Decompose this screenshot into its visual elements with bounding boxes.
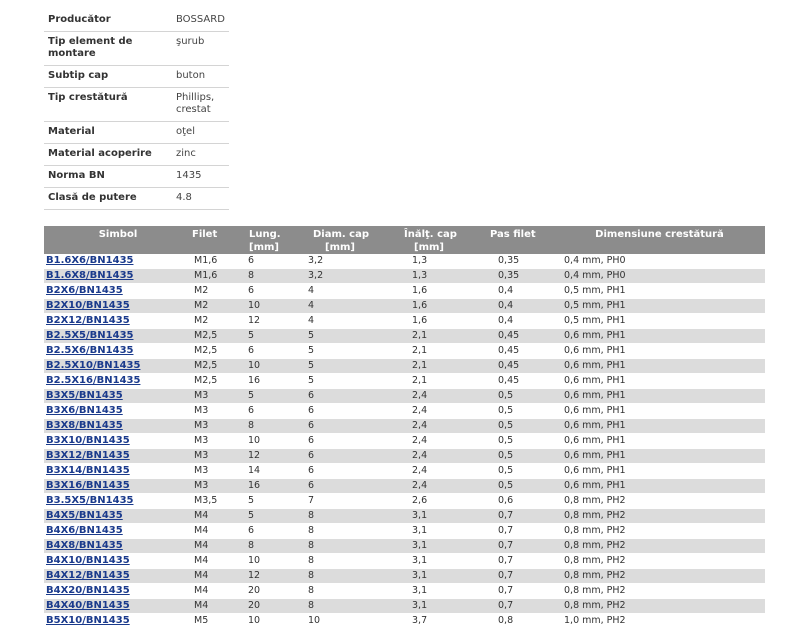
simbol-cell [44,344,192,359]
dim-cell: 0,5 mm, PH1 [554,299,765,314]
product-link[interactable]: B2X10/BN1435 [46,300,130,311]
filet-cell: M2 [192,299,246,314]
table-row [44,389,765,404]
inalt-cell: 2,6 [384,494,472,509]
product-link[interactable]: B3.5X5/BN1435 [46,495,134,506]
inalt-cell: 2,4 [384,404,472,419]
dim-cell: 0,6 mm, PH1 [554,434,765,449]
filet-cell: M2,5 [192,344,246,359]
filet-cell: M2,5 [192,374,246,389]
header-simbol-label: Simbol [98,229,138,240]
table-row [44,269,765,284]
simbol-cell [44,539,192,554]
pas-cell: 0,5 [472,419,554,434]
property-label: Subtip cap [44,66,172,88]
lung-cell: 12 [246,569,288,584]
simbol-cell [44,479,192,494]
filet-cell: M4 [192,524,246,539]
property-row [44,32,229,66]
inalt-cell: 3,1 [384,584,472,599]
diam-cell: 8 [288,509,384,524]
property-row [44,122,229,144]
lung-cell: 8 [246,419,288,434]
simbol-cell [44,419,192,434]
pas-cell: 0,6 [472,494,554,509]
lung-cell: 6 [246,524,288,539]
product-link[interactable]: B2.5X5/BN1435 [46,330,134,341]
simbol-cell [44,464,192,479]
filet-cell: M4 [192,509,246,524]
simbol-cell [44,389,192,404]
diam-cell: 8 [288,599,384,614]
properties-table [44,10,229,210]
table-row [44,434,765,449]
property-value: 1435 [172,166,229,188]
diam-cell: 6 [288,419,384,434]
inalt-cell: 3,7 [384,614,472,629]
header-pas-label: Pas filet [490,229,536,240]
table-row [44,374,765,389]
product-link[interactable]: B3X16/BN1435 [46,480,130,491]
filet-cell: M3 [192,434,246,449]
table-row [44,479,765,494]
dim-cell: 1,0 mm, PH2 [554,614,765,629]
filet-cell: M3 [192,419,246,434]
filet-cell: M4 [192,599,246,614]
product-link[interactable]: B4X5/BN1435 [46,510,123,521]
product-link[interactable]: B4X20/BN1435 [46,585,130,596]
dim-cell: 0,6 mm, PH1 [554,449,765,464]
pas-cell: 0,4 [472,299,554,314]
inalt-cell: 2,1 [384,344,472,359]
simbol-cell [44,434,192,449]
header-lung [246,226,288,254]
header-inalt-unit: [mm] [414,242,444,253]
inalt-cell: 3,1 [384,569,472,584]
inalt-cell: 3,1 [384,539,472,554]
header-inalt [384,226,472,254]
dim-cell: 0,6 mm, PH1 [554,419,765,434]
lung-cell: 5 [246,509,288,524]
lung-cell: 16 [246,479,288,494]
property-row [44,188,229,210]
dim-cell: 0,8 mm, PH2 [554,509,765,524]
diam-cell: 8 [288,524,384,539]
filet-cell: M3 [192,464,246,479]
dim-cell: 0,8 mm, PH2 [554,569,765,584]
lung-cell: 12 [246,314,288,329]
inalt-cell: 3,1 [384,509,472,524]
inalt-cell: 2,4 [384,419,472,434]
simbol-cell [44,359,192,374]
table-row [44,254,765,269]
product-link[interactable]: B3X12/BN1435 [46,450,130,461]
pas-cell: 0,7 [472,524,554,539]
filet-cell: M2 [192,284,246,299]
pas-cell: 0,35 [472,269,554,284]
diam-cell: 6 [288,434,384,449]
header-lung-unit: [mm] [249,242,279,253]
property-row [44,88,229,122]
pas-cell: 0,7 [472,539,554,554]
simbol-cell [44,524,192,539]
simbol-cell [44,614,192,629]
simbol-cell [44,374,192,389]
pas-cell: 0,45 [472,359,554,374]
simbol-cell [44,299,192,314]
simbol-cell [44,254,192,269]
property-label: Producător [44,10,172,32]
diam-cell: 4 [288,314,384,329]
table-row [44,284,765,299]
filet-cell: M4 [192,584,246,599]
inalt-cell: 2,4 [384,449,472,464]
inalt-cell: 2,4 [384,479,472,494]
diam-cell: 5 [288,359,384,374]
table-header-row [44,226,765,254]
product-link[interactable]: B3X5/BN1435 [46,390,123,401]
simbol-cell [44,404,192,419]
diam-cell: 4 [288,299,384,314]
table-row [44,464,765,479]
property-label: Material acoperire [44,144,172,166]
table-row [44,569,765,584]
products-body [44,254,765,629]
simbol-cell [44,494,192,509]
product-link[interactable]: B2.5X6/BN1435 [46,345,134,356]
product-link[interactable]: B4X6/BN1435 [46,525,123,536]
diam-cell: 6 [288,464,384,479]
pas-cell: 0,35 [472,254,554,269]
pas-cell: 0,45 [472,374,554,389]
pas-cell: 0,7 [472,554,554,569]
properties-body [44,10,229,210]
inalt-cell: 1,3 [384,269,472,284]
property-row [44,166,229,188]
table-row [44,449,765,464]
table-row [44,329,765,344]
lung-cell: 8 [246,539,288,554]
header-dim [554,226,765,254]
lung-cell: 12 [246,449,288,464]
property-value: 4.8 [172,188,229,210]
product-link[interactable]: B2.5X16/BN1435 [46,375,141,386]
filet-cell: M1,6 [192,254,246,269]
diam-cell: 6 [288,449,384,464]
dim-cell: 0,6 mm, PH1 [554,359,765,374]
pas-cell: 0,5 [472,464,554,479]
product-link[interactable]: B4X40/BN1435 [46,600,130,611]
header-inalt-label: Înălţ. cap [404,229,457,240]
filet-cell: M2 [192,314,246,329]
product-link[interactable]: B5X10/BN1435 [46,615,130,626]
lung-cell: 6 [246,404,288,419]
diam-cell: 5 [288,329,384,344]
dim-cell: 0,6 mm, PH1 [554,344,765,359]
diam-cell: 6 [288,389,384,404]
product-link[interactable]: B3X10/BN1435 [46,435,130,446]
table-row [44,344,765,359]
property-row [44,144,229,166]
pas-cell: 0,7 [472,584,554,599]
dim-cell: 0,8 mm, PH2 [554,539,765,554]
table-row [44,419,765,434]
simbol-cell [44,449,192,464]
filet-cell: M4 [192,539,246,554]
inalt-cell: 3,1 [384,524,472,539]
filet-cell: M4 [192,554,246,569]
filet-cell: M3 [192,389,246,404]
property-value: Phillips, crestat [172,88,229,122]
property-label: Tip element de montare [44,32,172,66]
dim-cell: 0,6 mm, PH1 [554,404,765,419]
simbol-cell [44,284,192,299]
lung-cell: 8 [246,269,288,284]
pas-cell: 0,7 [472,569,554,584]
inalt-cell: 2,4 [384,464,472,479]
inalt-cell: 2,4 [384,434,472,449]
pas-cell: 0,4 [472,314,554,329]
table-row [44,299,765,314]
simbol-cell [44,329,192,344]
products-table [44,226,765,629]
filet-cell: M1,6 [192,269,246,284]
dim-cell: 0,6 mm, PH1 [554,464,765,479]
header-filet [192,226,246,254]
lung-cell: 10 [246,434,288,449]
product-link[interactable]: B1.6X8/BN1435 [46,270,134,281]
dim-cell: 0,4 mm, PH0 [554,254,765,269]
lung-cell: 20 [246,584,288,599]
diam-cell: 6 [288,404,384,419]
product-link[interactable]: B3X6/BN1435 [46,405,123,416]
table-row [44,539,765,554]
pas-cell: 0,5 [472,389,554,404]
lung-cell: 5 [246,329,288,344]
simbol-cell [44,584,192,599]
dim-cell: 0,8 mm, PH2 [554,584,765,599]
dim-cell: 0,6 mm, PH1 [554,389,765,404]
simbol-cell [44,269,192,284]
product-link[interactable]: B4X12/BN1435 [46,570,130,581]
inalt-cell: 1,6 [384,314,472,329]
lung-cell: 6 [246,284,288,299]
property-label: Norma BN [44,166,172,188]
dim-cell: 0,8 mm, PH2 [554,599,765,614]
lung-cell: 14 [246,464,288,479]
diam-cell: 3,2 [288,254,384,269]
property-value: oţel [172,122,229,144]
filet-cell: M4 [192,569,246,584]
dim-cell: 0,4 mm, PH0 [554,269,765,284]
lung-cell: 6 [246,344,288,359]
dim-cell: 0,6 mm, PH1 [554,479,765,494]
pas-cell: 0,5 [472,434,554,449]
header-simbol [44,226,192,254]
header-dim-label: Dimensiune crestătură [595,229,724,240]
property-value: zinc [172,144,229,166]
lung-cell: 20 [246,599,288,614]
table-row [44,494,765,509]
diam-cell: 10 [288,614,384,629]
product-link[interactable]: B3X14/BN1435 [46,465,130,476]
dim-cell: 0,8 mm, PH2 [554,554,765,569]
lung-cell: 6 [246,254,288,269]
header-filet-label: Filet [192,229,218,240]
table-row [44,554,765,569]
inalt-cell: 1,6 [384,284,472,299]
inalt-cell: 2,4 [384,389,472,404]
diam-cell: 4 [288,284,384,299]
inalt-cell: 3,1 [384,554,472,569]
filet-cell: M3 [192,404,246,419]
inalt-cell: 3,1 [384,599,472,614]
lung-cell: 16 [246,374,288,389]
header-diam [288,226,384,254]
property-value: BOSSARD [172,10,229,32]
pas-cell: 0,4 [472,284,554,299]
pas-cell: 0,7 [472,509,554,524]
inalt-cell: 1,3 [384,254,472,269]
property-label: Tip crestătură [44,88,172,122]
filet-cell: M3 [192,479,246,494]
dim-cell: 0,8 mm, PH2 [554,494,765,509]
product-link[interactable]: B2X12/BN1435 [46,315,130,326]
product-link[interactable]: B2X6/BN1435 [46,285,123,296]
diam-cell: 5 [288,344,384,359]
diam-cell: 3,2 [288,269,384,284]
pas-cell: 0,8 [472,614,554,629]
table-row [44,524,765,539]
inalt-cell: 1,6 [384,299,472,314]
filet-cell: M2,5 [192,329,246,344]
property-value: şurub [172,32,229,66]
property-label: Material [44,122,172,144]
property-row [44,66,229,88]
diam-cell: 5 [288,374,384,389]
inalt-cell: 2,1 [384,374,472,389]
diam-cell: 8 [288,554,384,569]
simbol-cell [44,569,192,584]
simbol-cell [44,554,192,569]
dim-cell: 0,5 mm, PH1 [554,284,765,299]
filet-cell: M5 [192,614,246,629]
pas-cell: 0,7 [472,599,554,614]
product-link[interactable]: B2.5X10/BN1435 [46,360,141,371]
diam-cell: 8 [288,539,384,554]
table-row [44,599,765,614]
lung-cell: 10 [246,554,288,569]
pas-cell: 0,5 [472,404,554,419]
diam-cell: 6 [288,479,384,494]
table-row [44,614,765,629]
dim-cell: 0,6 mm, PH1 [554,329,765,344]
filet-cell: M2,5 [192,359,246,374]
dim-cell: 0,5 mm, PH1 [554,314,765,329]
table-row [44,584,765,599]
table-row [44,359,765,374]
diam-cell: 7 [288,494,384,509]
product-link[interactable]: B1.6X6/BN1435 [46,255,134,266]
dim-cell: 0,6 mm, PH1 [554,374,765,389]
pas-cell: 0,5 [472,449,554,464]
pas-cell: 0,45 [472,344,554,359]
dim-cell: 0,8 mm, PH2 [554,524,765,539]
product-link[interactable]: B4X8/BN1435 [46,540,123,551]
header-diam-unit: [mm] [325,242,355,253]
lung-cell: 5 [246,389,288,404]
diam-cell: 8 [288,584,384,599]
lung-cell: 10 [246,359,288,374]
pas-cell: 0,45 [472,329,554,344]
inalt-cell: 2,1 [384,329,472,344]
property-label: Clasă de putere [44,188,172,210]
table-row [44,509,765,524]
property-row [44,10,229,32]
lung-cell: 10 [246,614,288,629]
filet-cell: M3 [192,449,246,464]
product-link[interactable]: B3X8/BN1435 [46,420,123,431]
filet-cell: M3,5 [192,494,246,509]
inalt-cell: 2,1 [384,359,472,374]
header-pas [472,226,554,254]
property-value: buton [172,66,229,88]
simbol-cell [44,509,192,524]
header-diam-label: Diam. cap [313,229,370,240]
simbol-cell [44,314,192,329]
diam-cell: 8 [288,569,384,584]
table-row [44,404,765,419]
lung-cell: 5 [246,494,288,509]
product-link[interactable]: B4X10/BN1435 [46,555,130,566]
header-lung-label: Lung. [249,229,281,240]
pas-cell: 0,5 [472,479,554,494]
table-row [44,314,765,329]
simbol-cell [44,599,192,614]
lung-cell: 10 [246,299,288,314]
